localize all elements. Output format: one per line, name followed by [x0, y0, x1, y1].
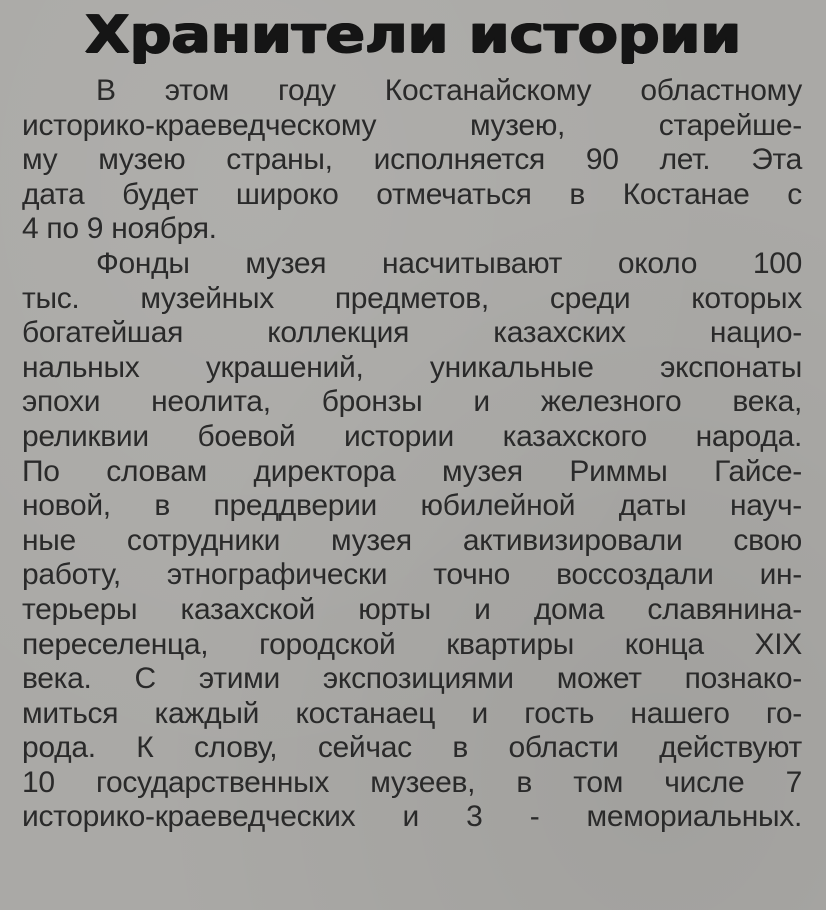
- text-line: реликвии боевой истории казахского народа.: [22, 419, 802, 453]
- text-line: переселенца, городской квартиры конца XIX: [22, 627, 802, 661]
- text-line: века. С этими экспозициями может познако-: [22, 662, 802, 696]
- text-line: 10 государственных музеев, в том числе 7: [22, 765, 802, 799]
- text-line: историко-краеведческому музею, старейше-: [22, 108, 802, 142]
- text-line: тыс. музейных предметов, среди которых: [22, 281, 802, 315]
- text-line: историко-краеведческих и 3 - мемориальных.: [22, 800, 802, 834]
- text-line: миться каждый костанаец и гость нашего го-: [22, 696, 802, 730]
- text-line: дата будет широко отмечаться в Костанае с: [22, 177, 802, 211]
- text-line: Фонды музея насчитывают около 100: [96, 246, 802, 280]
- paragraph-1: [22, 74, 802, 247]
- text-line: В этом году Костанайскому областному: [96, 74, 802, 107]
- text-line: му музею страны, исполняется 90 лет. Эта: [22, 143, 802, 177]
- article-headline: Хранители истории: [84, 5, 742, 65]
- text-line: эпохи неолита, бронзы и железного века,: [22, 385, 802, 419]
- text-line: рода. К слову, сейчас в области действуют: [22, 731, 802, 765]
- text-line: ные сотрудники музея активизировали свою: [22, 523, 802, 557]
- text-line: 4 по 9 ноября.: [22, 212, 217, 246]
- paragraph-2: [22, 247, 802, 835]
- text-line: новой, в преддверии юбилейной даты науч-: [22, 489, 802, 523]
- text-line: нальных украшений, уникальные экспонаты: [22, 350, 802, 384]
- text-line: богатейшая коллекция казахских нацио-: [22, 316, 802, 350]
- text-line: По словам директора музея Риммы Гайсе-: [22, 454, 802, 488]
- text-line: терьеры казахской юрты и дома славянина-: [22, 592, 802, 626]
- text-line: работу, этнографически точно воссоздали ин-: [22, 558, 802, 592]
- article-body: [22, 74, 802, 835]
